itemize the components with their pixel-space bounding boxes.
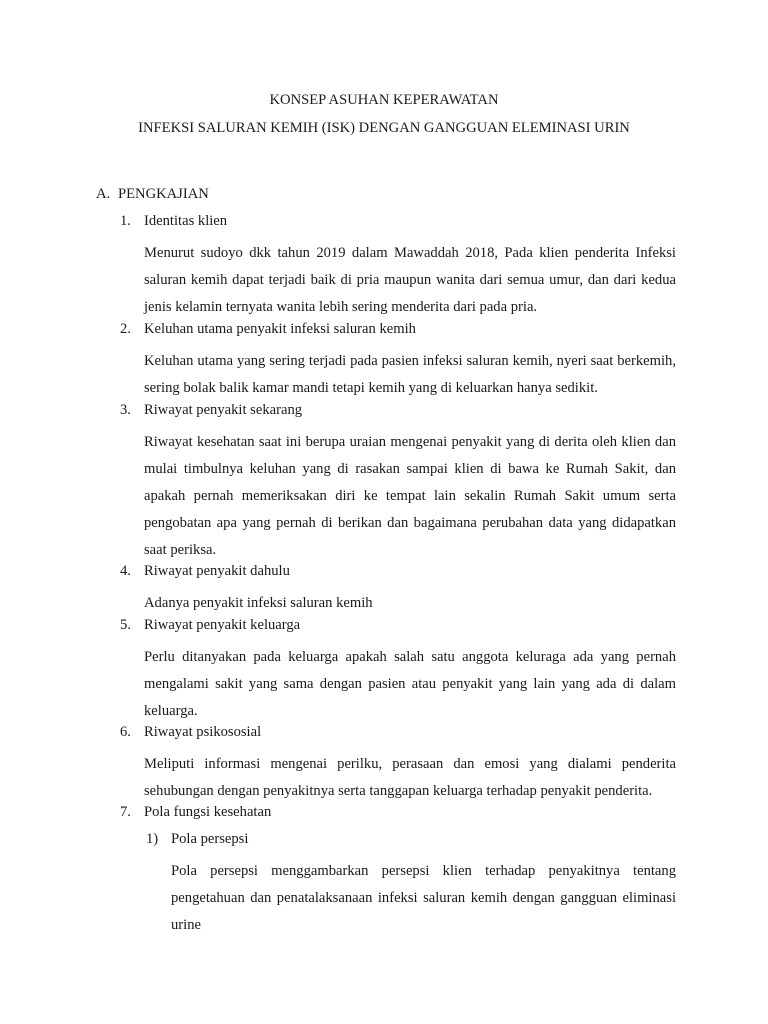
list-item-number: 7. <box>120 804 131 820</box>
list-item-body: Keluhan utama yang sering terjadi pada pasien infeksi saluran kemih, nyeri saat berkemih, sering bolak balik kamar mandi tetapi kemih yang di keluarkan hanya sedikit. <box>144 353 676 396</box>
document-subtitle: INFEKSI SALURAN KEMIH (ISK) DENGAN GANGGUAN ELEMINASI URIN <box>138 120 630 136</box>
list-item-number: 6. <box>120 724 131 740</box>
list-item-body: Menurut sudoyo dkk tahun 2019 dalam Mawaddah 2018, Pada klien penderita Infeksi saluran kemih dapat terjadi baik di pria maupun wanita dari semua umur, dan dari kedua jenis kelamin ternyata wanita lebih sering menderita dari pada pria. <box>144 245 676 315</box>
sublist-item-heading: Pola persepsi <box>171 831 249 847</box>
list-item-body: Meliputi informasi mengenai perilku, perasaan dan emosi yang dialami penderita sehubungan dengan penyakitnya serta tanggapan keluarga terhadap penyakit penderita. <box>144 756 676 799</box>
list-item-number: 1. <box>120 213 131 229</box>
list-item-body: Adanya penyakit infeksi saluran kemih <box>144 595 373 611</box>
sublist-item-body: Pola persepsi menggambarkan persepsi klien terhadap penyakitnya tentang pengetahuan dan penatalaksanaan infeksi saluran kemih dengan gangguan eliminasi urine <box>171 863 676 933</box>
list-item-heading: Keluhan utama penyakit infeksi saluran kemih <box>144 321 416 337</box>
list-item-heading: Riwayat penyakit dahulu <box>144 563 290 579</box>
list-item-number: 2. <box>120 321 131 337</box>
sublist-item-number: 1) <box>146 831 159 847</box>
list-item-number: 4. <box>120 563 131 579</box>
list-item-number: 3. <box>120 402 131 418</box>
list-item-heading: Identitas klien <box>144 213 228 229</box>
section-letter: A. <box>96 186 111 202</box>
section-label: PENGKAJIAN <box>118 186 209 202</box>
list-item-body: Perlu ditanyakan pada keluarga apakah salah satu anggota keluraga ada yang pernah mengalami sakit yang sama dengan pasien atau penyakit yang lain yang ada di dalam keluarga. <box>144 649 676 719</box>
list-item-heading: Riwayat penyakit keluarga <box>144 617 301 633</box>
list-item-heading: Riwayat psikososial <box>144 724 262 740</box>
list-item-number: 5. <box>120 617 131 633</box>
document-title: KONSEP ASUHAN KEPERAWATAN <box>269 92 499 108</box>
list-item-heading: Pola fungsi kesehatan <box>144 804 272 820</box>
list-item-body: Riwayat kesehatan saat ini berupa uraian mengenai penyakit yang di derita oleh klien dan mulai timbulnya keluhan yang di rasakan sampai klien di bawa ke Rumah Sakit, dan apakah pernah memeriksakan diri ke tempat lain sekalin Rumah Sakit umum serta pengobatan apa yang pernah di berikan dan bagaimana perubahan data yang didapatkan saat periksa. <box>144 434 676 558</box>
list-item-heading: Riwayat penyakit sekarang <box>144 402 303 418</box>
